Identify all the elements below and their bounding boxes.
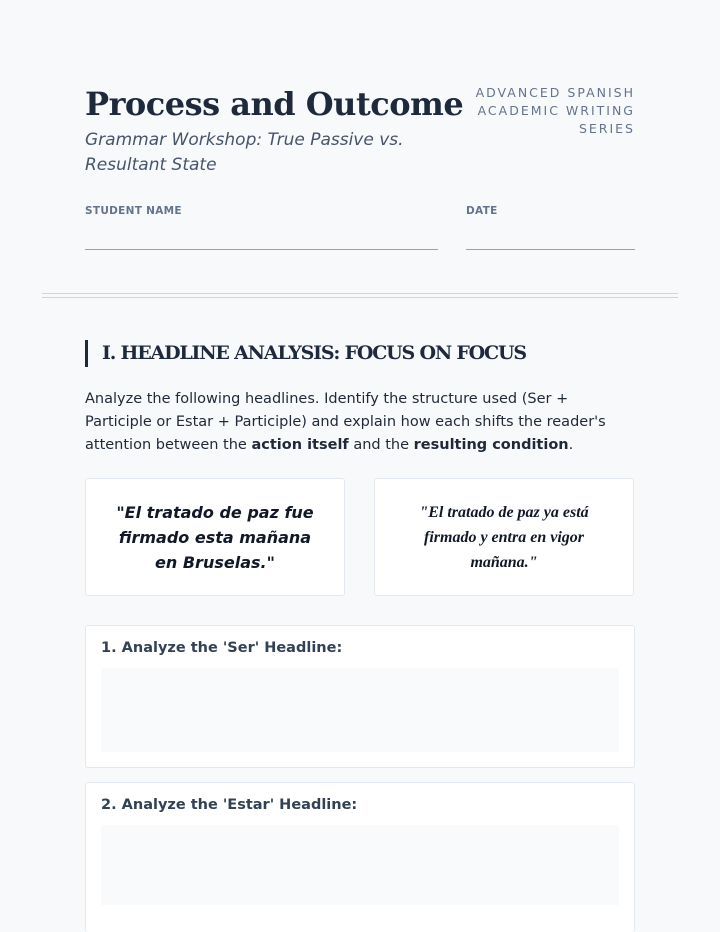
headline-quote-ser: "El tratado de paz fue firmado esta mañana en Bruselas." bbox=[116, 502, 314, 572]
date-label: DATE bbox=[466, 205, 498, 217]
section-instructions bbox=[85, 388, 635, 457]
section-heading: I. HEADLINE ANALYSIS: FOCUS ON FOCUS bbox=[85, 340, 526, 367]
divider bbox=[42, 293, 678, 294]
question-card-ser bbox=[85, 625, 635, 768]
date-field[interactable] bbox=[466, 249, 635, 250]
headline-quote-estar: "El tratado de paz ya está firmado y entra en vigor mañana." bbox=[419, 503, 589, 571]
series-line: ACADEMIC WRITING bbox=[477, 103, 635, 118]
student-name-field[interactable] bbox=[85, 249, 438, 250]
instructions-text: Analyze the following headlines. Identify the structure used (Ser + Participle or Estar + Participle) and explain how each shifts the reader's attention between the bbox=[85, 391, 606, 453]
headline-card-ser bbox=[85, 478, 345, 596]
headline-card-estar bbox=[374, 478, 634, 596]
student-name-label: STUDENT NAME bbox=[85, 205, 182, 217]
series-line: SERIES bbox=[578, 121, 635, 136]
instructions-text: and the bbox=[348, 437, 414, 453]
question-label: 2. Analyze the 'Estar' Headline: bbox=[101, 797, 358, 813]
instructions-text: . bbox=[568, 437, 574, 453]
page-title: Process and Outcome bbox=[85, 85, 464, 123]
instructions-emphasis: resulting condition bbox=[413, 437, 569, 453]
answer-area-ser[interactable] bbox=[101, 668, 619, 752]
series-line: ADVANCED SPANISH bbox=[475, 85, 635, 100]
divider bbox=[42, 297, 678, 298]
answer-area-estar[interactable] bbox=[101, 825, 619, 905]
instructions-emphasis: action itself bbox=[251, 437, 349, 453]
question-label: 1. Analyze the 'Ser' Headline: bbox=[101, 640, 343, 656]
series-label bbox=[475, 84, 635, 138]
page-subtitle: Grammar Workshop: True Passive vs. Resultant State bbox=[85, 130, 404, 175]
question-card-estar bbox=[85, 782, 635, 932]
